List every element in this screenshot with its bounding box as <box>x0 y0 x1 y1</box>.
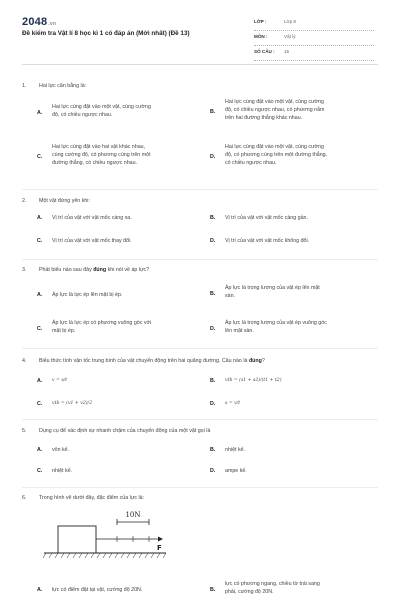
logo-suffix: .vn <box>48 21 57 27</box>
question-number: 4. <box>22 358 27 364</box>
formula: v = s/t <box>52 378 68 383</box>
formula: vtb = (s1 + s2)/(t1 + t2) <box>225 378 282 383</box>
page-title: Đề kiểm tra Vật lí 8 học kì 1 có đáp án (Mới nhất) (Đề 13) <box>22 30 190 37</box>
formula: s = v/t <box>225 401 241 406</box>
question-stem: Biểu thức tính vận tốc trung bình của vật chuyển động trên hai quãng đường. Câu nào là đúng? <box>39 358 265 364</box>
worksheet-page: 2048.vn Đề kiểm tra Vật lí 8 học kì 1 có đáp án (Mới nhất) (Đề 13) LỚP : Lớp 8 MÔN : Vật lý SỐ CÂU : 15 1. Hai lực cân bằng là: A. Hai lực cùng đặt vào một vật, cùng cường độ, có chiều ngược nhau. B. Hai lực cùng đặt vào một vật, cùng cường độ, có chiều ngược nhau, có phương nằm trên hai đường thẳng khác nhau. C. Hai lực cùng đặt vào hai vật khác nhau, cùng cường độ, có phương cùng trên một đường thẳng, có chiều ngược nhau. D. Hai lực cùng đặt vào một vật, cùng cường độ, có phương cùng trên một đường thẳng, có chiều ngược nhau. 2. Một vật đứng yên khi: A. Vị trí của vật với vật mốc càng xa. B. Vị trí của vật với vật mốc càng gần. C. Vị trí của vật với vật mốc thay đổi. D. Vị trí của vật với vật mốc không đổi. 3. Phát biểu nào sau đây đúng khi nói về áp lực? A. Áp lực là lực ép lên mặt bị ép. B. Áp lực là trọng lượng của vật ép lên mặt sàn. C. Áp lực là lực ép có phương vuông góc với mặt bị ép. D. Áp lực là trọng lượng của vật ép vuông góc lên mặt sàn. 4. Biểu thức tính vận tốc trung bình của vật chuyển động trên hai quãng đường. Câu nào là đúng? A. v = s/t B. vtb = (s1 + s2)/(t1 + t2) C. vtb = (v1 + v2)/2 D. s = v/t 5. Dụng cụ để xác định sự nhanh chậm của chuyển động của một vật gọi là A. vôn kế. B. nhiệt kế. C. nhiệt kế. D. ampe kế. 6. Trong hình vẽ dưới đây, đặc điểm của lực là: 10N F A. lực có điểm đặt tại vật, cường độ 20N. B. lực có phương ngang, chiều từ trái sang phải, cường độ 20N. <box>0 0 400 600</box>
meta-row-subject: MÔN : Vật lý <box>254 31 374 46</box>
question-divider <box>22 348 378 349</box>
force-diagram <box>40 506 170 574</box>
question-number: 3. <box>22 267 27 273</box>
question-stem: Một vật đứng yên khi: <box>39 198 90 204</box>
scale-label: 10N <box>125 511 141 519</box>
question-divider <box>22 259 378 260</box>
meta-info-box <box>254 16 374 61</box>
logo-text: 2048 <box>22 16 48 28</box>
question-number: 6. <box>22 495 27 501</box>
question-number: 5. <box>22 428 27 434</box>
header-divider <box>22 64 378 65</box>
force-vector <box>96 536 163 542</box>
scale-bar <box>117 519 149 525</box>
question-number: 1. <box>22 83 27 89</box>
question-stem: Hai lực cân bằng là: <box>39 83 87 89</box>
question-stem: Trong hình vẽ dưới đây, đặc điểm của lực là: <box>39 495 145 501</box>
question-number: 2. <box>22 198 27 204</box>
site-logo[interactable] <box>22 16 56 28</box>
block <box>58 526 96 553</box>
ground-surface <box>43 553 166 558</box>
meta-row-class: LỚP : Lớp 8 <box>254 16 374 31</box>
question-stem: Dụng cụ để xác định sự nhanh chậm của chuyển động của một vật gọi là <box>39 428 211 434</box>
force-label: F <box>157 544 162 552</box>
meta-row-count: SỐ CÂU : 15 <box>254 46 374 61</box>
question-stem: Phát biểu nào sau đây đúng khi nói về áp lực? <box>39 267 150 273</box>
formula: vtb = (v1 + v2)/2 <box>52 401 93 406</box>
question-divider <box>22 419 378 420</box>
question-divider <box>22 189 378 190</box>
question-divider <box>22 487 378 488</box>
